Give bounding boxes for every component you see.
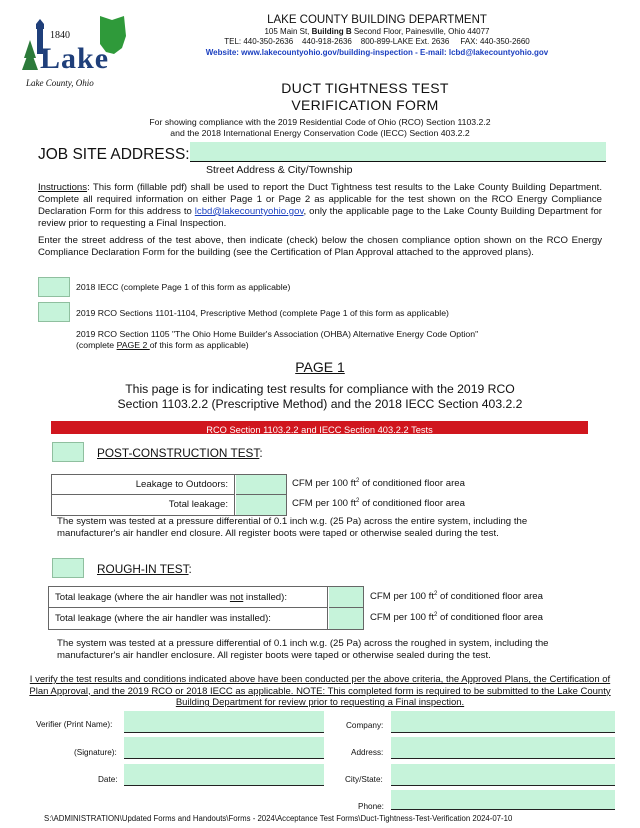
total-leakage-label: Total leakage: xyxy=(52,495,235,515)
page1-intro-2: Section 1103.2.2 (Prescriptive Method) and the 2018 IECC Section 403.2.2 xyxy=(117,397,523,411)
verification-statement: I verify the test results and conditions indicated above have been conducted per the above criteria, the Approved Plans, the Certification of Plan Approval, and the 2019 RCO or 2018 IECC as applicable. NOTE: This completed form is required to be submitted to the Lake County Building Department for review prior to requesting a Final inspection. xyxy=(29,674,611,709)
instructions-paragraph-2: Enter the street address of the test above, then indicate (check) below the chosen compliance option shown on the RCO Energy Compliance Declaration Form for the building (see the Certification of Plan Approval attached to the approved plans). xyxy=(38,235,602,258)
address-label: Address: xyxy=(351,748,384,757)
date-label: Date: xyxy=(98,775,118,784)
form-subtitle-2: and the 2018 International Energy Conservation Code (IECC) Section 403.2.2 xyxy=(170,128,470,138)
date-input[interactable] xyxy=(124,764,324,786)
job-site-address-input[interactable] xyxy=(190,142,606,162)
logo xyxy=(14,14,134,90)
verifier-label: Verifier (Print Name): xyxy=(36,720,113,729)
post-unit-1: CFM per 100 $ft^2$ of conditioned floor area xyxy=(292,478,465,490)
signature-label: (Signature): xyxy=(74,748,117,757)
department-address: 105 Main St, Building B Second Floor, Painesville, Ohio 44077 xyxy=(264,27,490,36)
form-title-line1: DUCT TIGHTNESS TEST xyxy=(281,80,449,96)
department-web[interactable]: Website: www.lakecountyohio.gov/building-inspection - E-mail: lcbd@lakecountyohio.gov xyxy=(205,48,549,57)
option-ohba-label: 2019 RCO Section 1105 "The Ohio Home Builder's Association (OHBA) Alternative Energy Code Option" (complete PAGE 2 of this form as applicable) xyxy=(76,329,479,350)
tests-banner: RCO Section 1103.2.2 and IECC Section 403.2.2 Tests xyxy=(51,421,588,434)
total-leakage-input[interactable] xyxy=(236,495,286,515)
rough-in-note: The system was tested at a pressure differential of 0.1 inch w.g. (25 Pa) across the roughed in system, including the manufacturer's air handler enclosure. All register boots were taped or otherwise sealed during the test. xyxy=(57,638,549,661)
post-construction-table xyxy=(51,474,287,516)
rough-with-handler-label: Total leakage (where the air handler was installed): xyxy=(49,608,328,629)
rough-in-table xyxy=(48,586,364,630)
city-state-label: City/State: xyxy=(345,775,383,784)
post-unit-2: CFM per 100 $ft^2$ of conditioned floor area xyxy=(292,498,465,510)
page1-intro-1: This page is for indicating test results for compliance with the 2019 RCO xyxy=(125,382,515,396)
leakage-outdoors-label: Leakage to Outdoors: xyxy=(52,475,235,495)
phone-input[interactable] xyxy=(391,790,615,810)
phone-label: Phone: xyxy=(358,802,384,811)
instructions-paragraph: Instructions: This form (fillable pdf) shall be used to report the Duct Tightness test results to the Lake County Building Department. Complete all required information on either Page 1 or Page 2 as applicable for the test shown on the RCO Energy Compliance Declaration Form for this address to lcbd@lakecountyohio.gov, only the applicable page to the Lake County Building Department for review prior to requesting a Final Inspection. xyxy=(38,182,602,229)
post-construction-heading: POST-CONSTRUCTION TEST: xyxy=(97,446,263,460)
city-state-input[interactable] xyxy=(391,764,615,786)
option-rco-prescriptive-label: 2019 RCO Sections 1101-1104, Prescriptive Method (complete Page 1 of this form as applicable) xyxy=(76,308,449,318)
footer-path: S:\ADMINISTRATION\Updated Forms and Handouts\Forms - 2024\Acceptance Test Forms\Duct-Tightness-Test-Verification 2024-07-10 xyxy=(44,814,513,823)
verifier-input[interactable] xyxy=(124,711,324,733)
post-construction-checkbox[interactable] xyxy=(52,442,84,462)
rough-with-handler-input[interactable] xyxy=(329,608,363,629)
email-link[interactable]: lcbd@lakecountyohio.gov xyxy=(194,205,304,217)
job-site-label: JOB SITE ADDRESS: xyxy=(38,146,190,163)
page1-heading: PAGE 1 xyxy=(295,359,345,375)
post-construction-note: The system was tested at a pressure differential of 0.1 inch w.g. (25 Pa) across the entire system, including the manufacturer's air handler end closure. All register boots were taped or otherwise sealed during the test. xyxy=(57,516,528,539)
logo-caption: Lake County, Ohio xyxy=(26,78,94,88)
logo-wordmark: Lake xyxy=(40,42,110,75)
rough-no-handler-input[interactable] xyxy=(329,587,363,608)
option-iecc-checkbox[interactable] xyxy=(38,277,70,297)
address-input[interactable] xyxy=(391,737,615,759)
form-subtitle-1: For showing compliance with the 2019 Residential Code of Ohio (RCO) Section 1103.2.2 xyxy=(149,117,491,127)
logo-year: 1840 xyxy=(50,30,70,41)
company-label: Company: xyxy=(346,721,384,730)
department-phones: TEL: 440-350-2636 440-918-2636 800-899-LAKE Ext. 2636 FAX: 440-350-2660 xyxy=(224,37,530,46)
rough-in-heading: ROUGH-IN TEST: xyxy=(97,562,192,576)
company-input[interactable] xyxy=(391,711,615,733)
rough-in-checkbox[interactable] xyxy=(52,558,84,578)
form-title-line2: VERIFICATION FORM xyxy=(291,97,439,113)
rough-unit-2: CFM per 100 $ft^2$ of conditioned floor area xyxy=(370,612,543,624)
rough-no-handler-label: Total leakage (where the air handler was not installed): xyxy=(49,587,328,608)
job-site-caption: Street Address & City/Township xyxy=(206,164,353,176)
department-name: LAKE COUNTY BUILDING DEPARTMENT xyxy=(267,14,487,26)
signature-input[interactable] xyxy=(124,737,324,759)
option-rco-prescriptive-checkbox[interactable] xyxy=(38,302,70,322)
option-iecc-label: 2018 IECC (complete Page 1 of this form as applicable) xyxy=(76,282,291,292)
rough-unit-1: CFM per 100 $ft^2$ of conditioned floor area xyxy=(370,591,543,603)
leakage-outdoors-input[interactable] xyxy=(236,475,286,495)
